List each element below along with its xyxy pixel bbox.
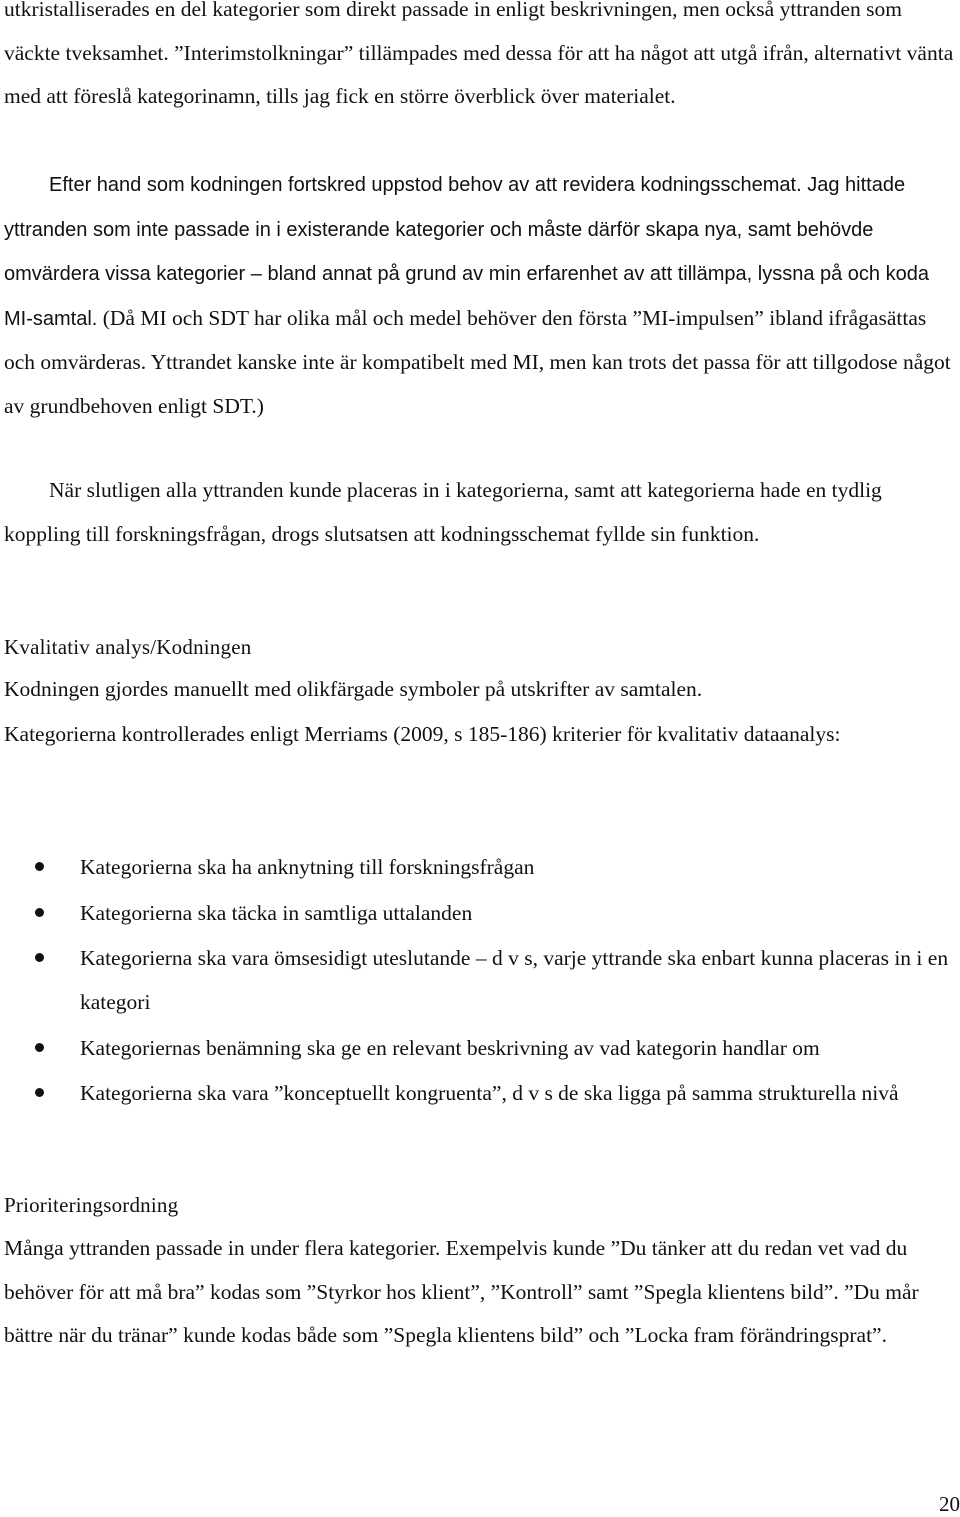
bullet-icon bbox=[35, 953, 44, 962]
criteria-item bbox=[0, 845, 960, 889]
bullet-icon bbox=[35, 1088, 44, 1097]
paragraph-interim: utkristalliserades en del kategorier som direkt passade in enligt beskrivningen, men också yttranden som väckte tveksamhet. ”Interimstolkningar” tillämpades med dessa för att ha något att utgå ifrån, alternativt vänta med att föreslå kategorinamn, tills jag fick en större överblick över materialet. bbox=[4, 0, 954, 109]
criteria-item-text: Kategoriernas benämning ska ge en relevant beskrivning av vad kategorin handlar om bbox=[80, 1035, 820, 1060]
criteria-item-text: Kategorierna ska täcka in samtliga uttalanden bbox=[80, 900, 473, 925]
bullet-icon bbox=[35, 862, 44, 871]
page-number: 20 bbox=[939, 1492, 960, 1516]
criteria-item-text: Kategorierna ska ha anknytning till forskningsfrågan bbox=[80, 855, 535, 879]
criteria-item-text: Kategorierna ska vara ömsesidigt uteslutande – d v s, varje yttrande ska enbart kunna placeras in i en kategori bbox=[80, 946, 949, 1014]
criteria-item bbox=[0, 1026, 960, 1070]
paragraph-revision-sans-text: Efter hand som kodningen fortskred uppstod behov av att revidera kodningsschemat. Jag hittade yttranden som inte passade in i existerande kategorier och måste därför skapa nya, samt behövde omvärdera vissa kategorier – bland annat på grund av min erfarenhet av att tillämpa, lyssna på och koda MI-samtal. bbox=[4, 174, 929, 330]
criteria-item bbox=[0, 1071, 960, 1115]
criteria-item bbox=[0, 891, 960, 935]
heading-kvalitativ-analys: Kvalitativ analys/Kodningen bbox=[4, 635, 252, 659]
paragraph-revision bbox=[4, 163, 954, 429]
bullet-icon bbox=[35, 908, 44, 917]
bullet-icon bbox=[35, 1043, 44, 1052]
paragraph-revision-serif-text: (Då MI och SDT har olika mål och medel behöver den första ”MI-impulsen” ibland ifrågasättas och omvärderas. Yttrandet kanske inte är kompatibelt med MI, men kan trots det passa för att tillgodose något av grundbehoven enligt SDT.) bbox=[4, 305, 951, 418]
criteria-item-text: Kategorierna ska vara ”konceptuellt kongruenta”, d v s de ska ligga på samma strukturella nivå bbox=[80, 1081, 899, 1105]
heading-prioriteringsordning: Prioriteringsordning bbox=[4, 1193, 179, 1217]
paragraph-conclusion: När slutligen alla yttranden kunde placeras in i kategorierna, samt att kategorierna hade en tydlig koppling till forskningsfrågan, drogs slutsatsen att kodningsschemat fyllde sin funktion. bbox=[4, 478, 882, 546]
paragraph-kodning-manual: Kodningen gjordes manuellt med olikfärgade symboler på utskrifter av samtalen. bbox=[4, 677, 703, 701]
criteria-list bbox=[0, 845, 960, 1117]
paragraph-merriam-criteria: Kategorierna kontrollerades enligt Merriams (2009, s 185-186) kriterier för kvalitativ dataanalys: bbox=[4, 722, 841, 746]
criteria-item bbox=[0, 936, 960, 1024]
paragraph-prioritering: Många yttranden passade in under flera kategorier. Exempelvis kunde ”Du tänker att du redan vet vad du behöver för att må bra” kodas som ”Styrkor hos klient”, ”Kontroll” samt ”Spegla klientens bild”. ”Du mår bättre när du tränar” kunde kodas både som ”Spegla klientens bild” och ”Locka fram förändringsprat”. bbox=[4, 1236, 919, 1348]
